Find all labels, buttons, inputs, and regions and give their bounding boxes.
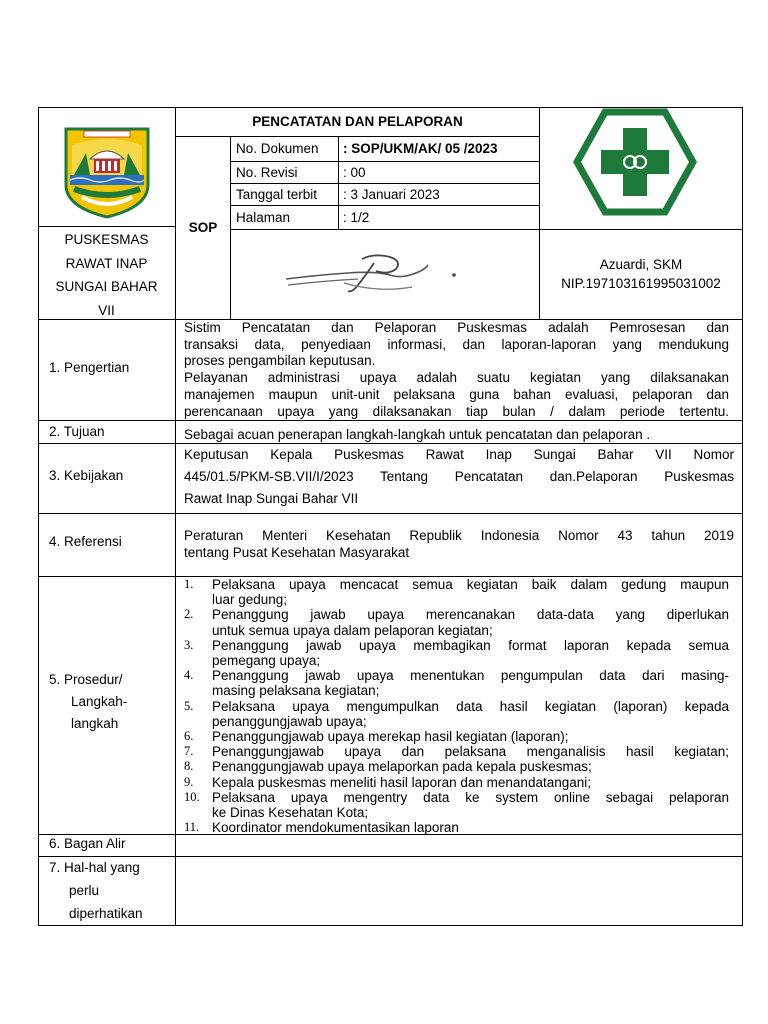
document-title: PENCATATAN DAN PELAPORAN	[252, 114, 463, 129]
label-line: langkah	[71, 716, 119, 731]
paragraph-line: 445/01.5/PKM-SB.VII/I/2023 Tentang Pencatatan dan.Pelaporan Puskesmas	[184, 469, 734, 484]
label-line: diperhatikan	[69, 906, 143, 921]
puskesmas-logo	[573, 108, 697, 216]
list-line: Koordinator mendokumentasikan laporan	[212, 820, 459, 836]
regency-emblem-icon	[60, 125, 154, 219]
paragraph-line: Sistim Pencatatan dan Pelaporan Puskesmas adalah Pemrosesan dan	[184, 320, 729, 335]
paragraph-line: transaksi data, penyediaan informasi, dan laporan-laporan yang mendukung	[184, 336, 729, 352]
list-number: 1.	[184, 577, 194, 591]
list-line: Pelaksana upaya mengentry data ke system online sebagai pelaporan	[212, 789, 729, 805]
label-line: 7. Hal-hal yang	[49, 860, 140, 875]
list-line: Penanggung jawab upaya menentukan pengumpulan data dari masing-	[212, 668, 729, 684]
section-label-pengertian: 1. Pengertian	[49, 360, 130, 375]
list-line: penanggungjawab upaya;	[212, 713, 367, 729]
regency-logo	[60, 125, 154, 219]
list-line: masing pelaksana kegiatan;	[212, 683, 380, 699]
list-item	[184, 607, 729, 637]
list-line: pemegang upaya;	[212, 653, 321, 669]
list-line: Kepala puskesmas meneliti hasil laporan dan menandatangani;	[212, 774, 591, 790]
org-line: VII	[98, 302, 115, 318]
list-item	[184, 577, 729, 607]
list-line: untuk semua upaya dalam pelaporan kegiatan;	[212, 622, 493, 638]
list-line: Penanggungjawab upaya melaporkan pada kepala puskesmas;	[212, 759, 592, 775]
list-number: 7.	[184, 744, 194, 759]
sop-document	[38, 107, 743, 926]
divider-field-2	[230, 183, 539, 184]
list-line: ke Dinas Kesehatan Kota;	[212, 805, 369, 821]
section-body-kebijakan	[184, 444, 734, 510]
procedure-list	[184, 577, 729, 835]
list-number: 3.	[184, 637, 194, 652]
paragraph-line: tentang Pusat Kesehatan Masyarakat	[184, 544, 410, 560]
paragraph-line: Rawat Inap Sungai Bahar VII	[184, 491, 359, 506]
list-item	[184, 820, 729, 835]
section-label-prosedur	[49, 669, 127, 735]
list-item	[184, 668, 729, 698]
list-number: 11.	[184, 820, 200, 835]
field-value-no-dokumen: : SOP/UKM/AK/ 05 /2023	[343, 141, 498, 156]
paragraph-line: Peraturan Menteri Kesehatan Republik Indonesia Nomor 43 tahun 2019	[184, 528, 734, 543]
field-label-no-dokumen: No. Dokumen	[236, 141, 319, 156]
border-bottom	[38, 925, 743, 926]
divider-row-6	[38, 856, 743, 857]
list-item	[184, 759, 729, 774]
divider-signature-top	[230, 229, 743, 230]
label-line: 5. Prosedur/	[49, 672, 123, 687]
signature	[278, 245, 468, 305]
org-line: PUSKESMAS	[64, 232, 149, 247]
list-line: Penanggungjawab upaya dan pelaksana menganalisis hasil kegiatan;	[212, 744, 729, 760]
field-value-no-revisi: : 00	[343, 165, 366, 180]
organization-name	[38, 228, 175, 322]
divider-field-1	[230, 161, 539, 162]
list-number: 5.	[184, 698, 194, 713]
section-body-pengertian	[184, 320, 729, 420]
health-cross-icon	[573, 108, 697, 216]
divider-sop-column	[230, 136, 231, 319]
list-item	[184, 699, 729, 729]
list-line: Penanggung jawab upaya merencanakan data-data yang diperlukan	[212, 607, 729, 623]
label-line: Langkah-	[71, 694, 128, 709]
section-body-referensi	[184, 528, 734, 561]
list-item	[184, 775, 729, 790]
section-label-bagan-alir: 6. Bagan Alir	[49, 836, 126, 851]
paragraph-line: Pelayanan administrasi upaya adalah suatu kegiatan yang dilaksanakan	[184, 370, 729, 386]
field-label-halaman: Halaman	[236, 210, 291, 225]
handwritten-signature-icon	[278, 245, 468, 305]
paragraph-line: manajemen maupun unit-unit pelaksana guna bahan evaluasi, pelaporan dan	[184, 386, 729, 402]
list-line: Penanggungjawab upaya merekap hasil kegiatan (laporan);	[212, 729, 569, 745]
section-label-referensi: 4. Referensi	[49, 534, 122, 549]
list-number: 6.	[184, 729, 194, 744]
org-line: SUNGAI BAHAR	[55, 279, 158, 294]
list-line: luar gedung;	[212, 592, 288, 608]
paragraph-line: proses pengambilan keputusan.	[184, 353, 376, 369]
paragraph-line: Keputusan Kepala Puskesmas Rawat Inap Sungai Bahar VII Nomor	[184, 447, 734, 462]
field-value-halaman: : 1/2	[343, 210, 370, 225]
list-item	[184, 729, 729, 744]
list-number: 8.	[184, 759, 194, 774]
section-label-hal-hal	[49, 856, 143, 925]
label-line: perlu	[69, 883, 100, 898]
list-number: 4.	[184, 668, 194, 683]
signer-name: Azuardi, SKM	[599, 257, 683, 272]
signer-nip: NIP.197103161995031002	[561, 276, 721, 291]
list-item	[184, 744, 729, 759]
field-label-tanggal-terbit: Tanggal terbit	[236, 187, 318, 202]
list-item	[184, 638, 729, 668]
list-number: 2.	[184, 607, 194, 622]
list-line: Pelaksana upaya mengumpulkan data hasil kegiatan (laporan) kepada	[212, 698, 729, 714]
list-item	[184, 790, 729, 820]
list-line: Penanggung jawab upaya membagikan format laporan kepada semua	[212, 637, 729, 653]
divider-field-3	[230, 205, 539, 206]
divider-row-3	[38, 513, 743, 514]
sop-label: SOP	[188, 220, 218, 235]
field-label-no-revisi: No. Revisi	[236, 165, 298, 180]
section-label-tujuan: 2. Tujuan	[49, 424, 105, 439]
divider-org-top	[38, 226, 176, 227]
section-label-kebijakan: 3. Kebijakan	[49, 468, 124, 483]
org-line: RAWAT INAP	[65, 255, 148, 271]
list-line: Pelaksana upaya mencacat semua kegiatan baik dalam gedung maupun	[212, 577, 729, 592]
section-body-tujuan: Sebagai acuan penerapan langkah-langkah untuk pencatatan dan pelaporan .	[184, 427, 651, 442]
list-number: 9.	[184, 774, 194, 789]
list-number: 10.	[184, 789, 200, 804]
field-value-tanggal-terbit: : 3 Januari 2023	[343, 187, 440, 202]
paragraph-line: perencanaan upaya yang dilaksanakan tiap bulan / dalam periode tertentu.	[184, 403, 729, 419]
